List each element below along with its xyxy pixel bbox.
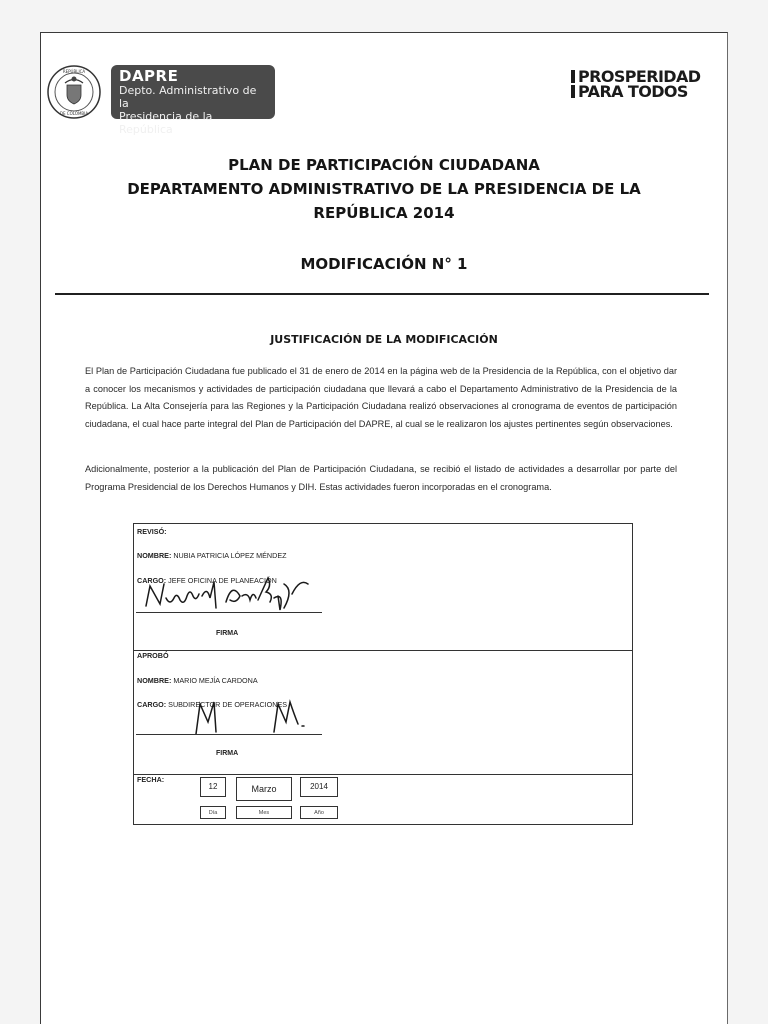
approved-name-value: MARIO MEJÍA CARDONA [173, 676, 258, 685]
approved-role-value: SUBDIRECTOR DE OPERACIONES [168, 700, 288, 709]
approved-name-row [137, 676, 258, 685]
colombia-seal-logo [47, 65, 101, 119]
name-label: NOMBRE: [137, 676, 172, 685]
logo-bar-icon [571, 70, 575, 83]
approver-firma-label: FIRMA [216, 750, 239, 757]
justification-heading: JUSTIFICACIÓN DE LA MODIFICACIÓN [270, 333, 498, 346]
date-section [134, 774, 632, 824]
reviewed-section [134, 524, 632, 651]
slogan-line2: PARA TODOS [578, 82, 688, 101]
approval-table [133, 523, 633, 825]
approved-section [134, 650, 632, 775]
svg-text:DE COLOMBIA: DE COLOMBIA [59, 111, 89, 116]
date-year-box: 2014 [300, 777, 338, 797]
date-year-label: Año [300, 806, 338, 819]
date-day-box: 12 [200, 777, 226, 797]
prosperidad-para-todos-logo [571, 69, 713, 99]
dapre-name-line1: Depto. Administrativo de la [119, 84, 257, 110]
document-title [41, 153, 727, 225]
document-page [40, 32, 728, 1024]
dapre-abbreviation: DAPRE [119, 67, 179, 85]
reviewer-firma-label: FIRMA [216, 630, 239, 637]
title-line2: DEPARTAMENTO ADMINISTRATIVO DE LA PRESIDENCIA DE LA [127, 180, 641, 198]
reviewed-name-value: NUBIA PATRICIA LÓPEZ MÉNDEZ [173, 551, 287, 560]
date-label: FECHA: [137, 775, 165, 784]
reviewed-role-value: JEFE OFICINA DE PLANEACIÓN [168, 576, 277, 585]
reviewer-signature-line [136, 612, 322, 613]
justification-paragraph-1: El Plan de Participación Ciudadana fue publicado el 31 de enero de 2014 en la página web de la Presidencia de la República, con el objetivo dar a conocer los mecanismos y actividades de participación ciudadana que llevará a cabo el Departamento Administrativo de la Presidencia de la República. La Alta Consejería para las Regiones y la Participación Ciudadana realizó observaciones al cronograma de eventos de participación ciudadana, el cual hace parte integral del Plan de Participación del DAPRE, al cual se le realizaron los ajustes pertinentes según observaciones. [85, 366, 677, 429]
logo-bar-icon [571, 85, 575, 98]
title-divider [55, 293, 709, 295]
svg-text:REPÚBLICA: REPÚBLICA [62, 69, 86, 74]
title-line1: PLAN DE PARTICIPACIÓN CIUDADANA [228, 156, 540, 174]
name-label: NOMBRE: [137, 551, 172, 560]
title-line3: REPÚBLICA 2014 [313, 204, 455, 222]
date-day-label: Día [200, 806, 226, 819]
reviewed-label: REVISÓ: [137, 527, 167, 536]
justification-paragraph-2: Adicionalmente, posterior a la publicación del Plan de Participación Ciudadana, se recibió el listado de actividades a desarrollar por parte del Programa Presidencial de los Derechos Humanos y DIH. Estas actividades fueron incorporadas en el cronograma. [85, 464, 677, 492]
role-label: CARGO: [137, 576, 167, 585]
approver-signature-line [136, 734, 322, 735]
approver-handwritten-signature [134, 696, 334, 736]
date-month-label: Mes [236, 806, 292, 819]
slogan-line1: PROSPERIDAD [578, 67, 701, 86]
modification-title: MODIFICACIÓN N° 1 [300, 255, 468, 273]
role-label: CARGO: [137, 700, 167, 709]
dapre-name-line2: Presidencia de la República [119, 110, 213, 136]
dapre-logo [111, 65, 275, 136]
reviewed-name-row [137, 551, 287, 560]
approved-label: APROBÓ [137, 651, 169, 660]
date-month-box: Marzo [236, 777, 292, 801]
reviewer-handwritten-signature [134, 574, 334, 614]
